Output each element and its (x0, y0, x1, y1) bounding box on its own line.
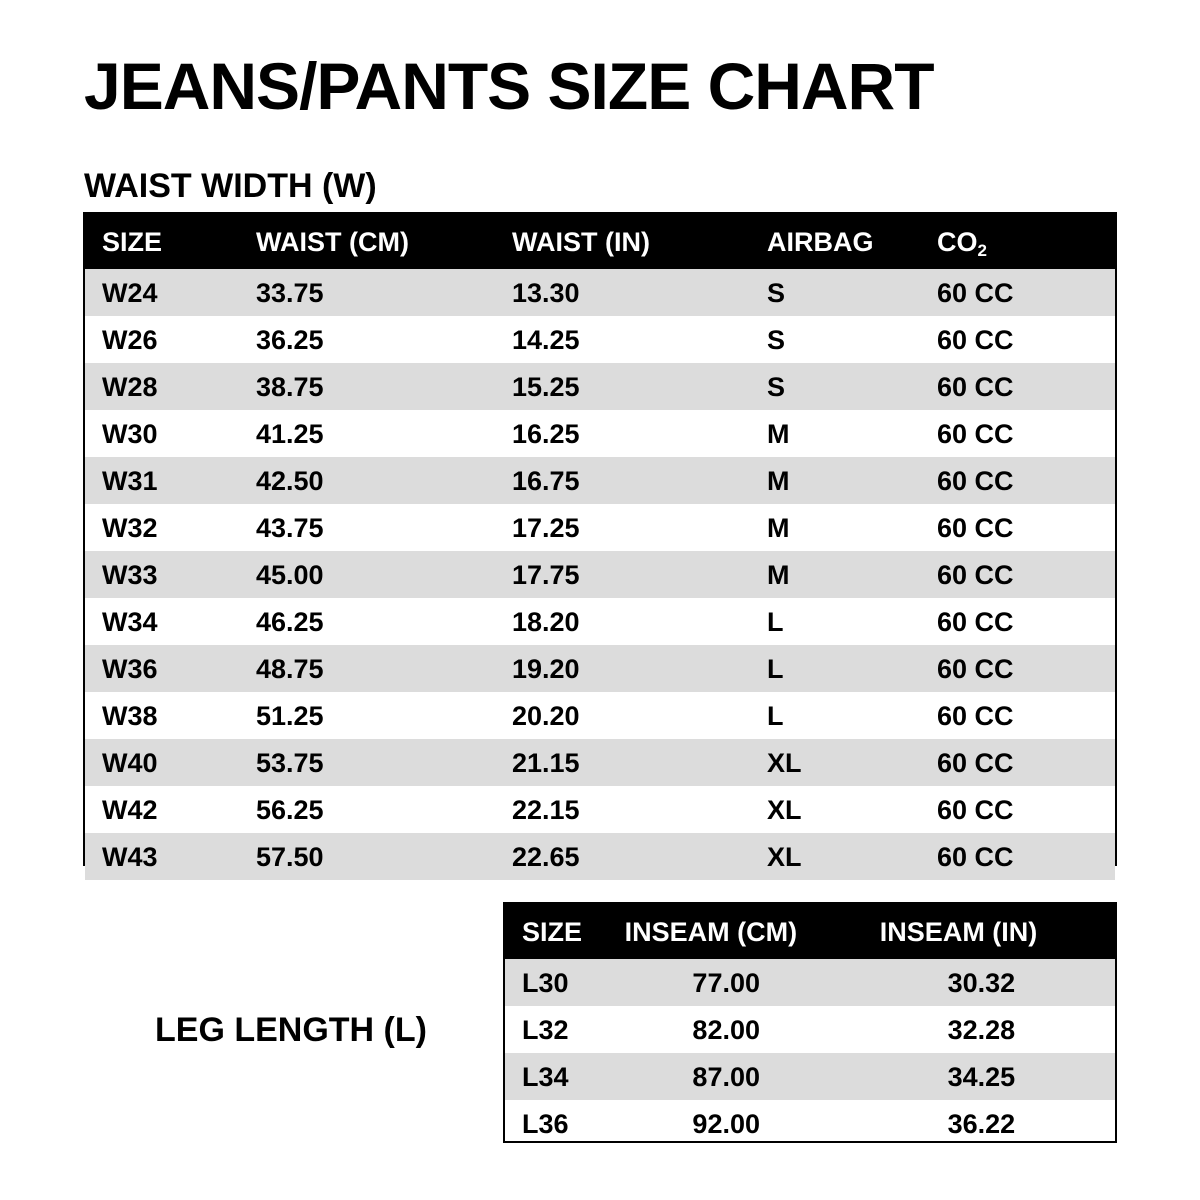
row-airbag: L (767, 700, 784, 731)
table-row (85, 410, 1115, 457)
waist-section-label: WAIST WIDTH (W) (84, 167, 377, 205)
waist-size-table (83, 212, 1117, 872)
row-size: W26 (102, 324, 158, 355)
row-waist-cm: 38.75 (256, 371, 324, 402)
table-row (85, 504, 1115, 551)
table-row (505, 1006, 1115, 1053)
row-waist-in: 15.25 (512, 371, 580, 402)
row-co2: 60 CC (937, 371, 1014, 402)
row-inseam-cm: 92.00 (692, 1108, 760, 1139)
row-waist-in: 22.15 (512, 794, 580, 825)
row-inseam-cm: 87.00 (692, 1061, 760, 1092)
row-co2: 60 CC (937, 841, 1014, 872)
row-waist-cm: 56.25 (256, 794, 324, 825)
row-airbag: L (767, 653, 784, 684)
row-waist-in: 14.25 (512, 324, 580, 355)
row-waist-in: 17.25 (512, 512, 580, 543)
row-airbag: M (767, 512, 790, 543)
table-row (505, 959, 1115, 1006)
row-waist-cm: 46.25 (256, 606, 324, 637)
table-row (85, 739, 1115, 786)
row-waist-in: 19.20 (512, 653, 580, 684)
row-co2: 60 CC (937, 559, 1014, 590)
waist-table-header (85, 214, 1115, 269)
row-size: L36 (522, 1108, 569, 1139)
row-co2: 60 CC (937, 418, 1014, 449)
row-size: W36 (102, 653, 158, 684)
row-inseam-in: 34.25 (947, 1061, 1016, 1092)
row-airbag: XL (767, 794, 802, 825)
row-airbag: L (767, 606, 784, 637)
header-inseam-in: INSEAM (IN) (879, 916, 1038, 947)
table-row (85, 316, 1115, 363)
header-co2-subscript: 2 (977, 240, 987, 260)
row-waist-cm: 33.75 (256, 277, 324, 308)
row-airbag: M (767, 559, 790, 590)
row-size: W30 (102, 418, 158, 449)
row-airbag: M (767, 418, 790, 449)
row-size: W24 (102, 277, 158, 308)
row-co2: 60 CC (937, 606, 1014, 637)
row-size: L30 (522, 967, 569, 998)
row-airbag: M (767, 465, 790, 496)
row-airbag: XL (767, 841, 802, 872)
row-co2: 60 CC (937, 324, 1014, 355)
row-size: W31 (102, 465, 158, 496)
leg-size-table (503, 902, 1117, 1143)
row-waist-cm: 42.50 (256, 465, 324, 496)
row-co2: 60 CC (937, 747, 1014, 778)
row-co2: 60 CC (937, 700, 1014, 731)
table-row (85, 645, 1115, 692)
row-size: L34 (522, 1061, 569, 1092)
row-co2: 60 CC (937, 794, 1014, 825)
table-row (85, 692, 1115, 739)
row-size: W42 (102, 794, 158, 825)
page-title: JEANS/PANTS SIZE CHART (84, 49, 934, 123)
row-size: L32 (522, 1014, 569, 1045)
table-row (85, 786, 1115, 833)
header-waist-in: WAIST (IN) (512, 226, 650, 257)
row-waist-cm: 51.25 (256, 700, 324, 731)
table-row (85, 551, 1115, 598)
row-waist-in: 17.75 (512, 559, 580, 590)
leg-section-label: LEG LENGTH (L) (155, 1011, 427, 1049)
table-row (505, 1053, 1115, 1100)
row-inseam-cm: 82.00 (692, 1014, 760, 1045)
row-airbag: XL (767, 747, 802, 778)
leg-table-body (505, 959, 1115, 1147)
table-row (505, 1100, 1115, 1147)
row-waist-in: 18.20 (512, 606, 580, 637)
row-size: W32 (102, 512, 158, 543)
row-size: W28 (102, 371, 158, 402)
header-airbag: AIRBAG (767, 226, 874, 257)
row-waist-cm: 45.00 (256, 559, 324, 590)
row-waist-cm: 43.75 (256, 512, 324, 543)
header-co2 (937, 226, 1097, 260)
row-size: W40 (102, 747, 158, 778)
row-size: W33 (102, 559, 158, 590)
row-waist-in: 20.20 (512, 700, 580, 731)
header-co2-main: CO (937, 226, 978, 257)
header-inseam-cm: INSEAM (CM) (624, 916, 798, 947)
header-size: SIZE (522, 916, 583, 947)
row-inseam-in: 30.32 (947, 967, 1016, 998)
row-waist-cm: 41.25 (256, 418, 324, 449)
waist-table-body (85, 269, 1115, 880)
row-waist-in: 16.25 (512, 418, 580, 449)
row-inseam-in: 36.22 (947, 1108, 1016, 1139)
table-row (85, 363, 1115, 410)
row-waist-cm: 36.25 (256, 324, 324, 355)
table-row (85, 598, 1115, 645)
row-size: W38 (102, 700, 158, 731)
row-airbag: S (767, 277, 786, 308)
row-co2: 60 CC (937, 277, 1014, 308)
row-waist-in: 21.15 (512, 747, 580, 778)
row-waist-in: 16.75 (512, 465, 580, 496)
header-size: SIZE (102, 226, 163, 257)
row-size: W43 (102, 841, 158, 872)
row-co2: 60 CC (937, 653, 1014, 684)
table-row (85, 457, 1115, 504)
leg-table-header (505, 904, 1115, 959)
row-airbag: S (767, 324, 786, 355)
row-co2: 60 CC (937, 512, 1014, 543)
row-waist-in: 22.65 (512, 841, 580, 872)
row-co2: 60 CC (937, 465, 1014, 496)
table-row (85, 833, 1115, 880)
row-waist-cm: 57.50 (256, 841, 324, 872)
row-size: W34 (102, 606, 158, 637)
row-waist-cm: 53.75 (256, 747, 324, 778)
row-waist-in: 13.30 (512, 277, 580, 308)
row-inseam-cm: 77.00 (692, 967, 760, 998)
table-row (85, 269, 1115, 316)
row-airbag: S (767, 371, 786, 402)
row-waist-cm: 48.75 (256, 653, 324, 684)
row-inseam-in: 32.28 (947, 1014, 1016, 1045)
header-waist-cm: WAIST (CM) (256, 226, 409, 257)
